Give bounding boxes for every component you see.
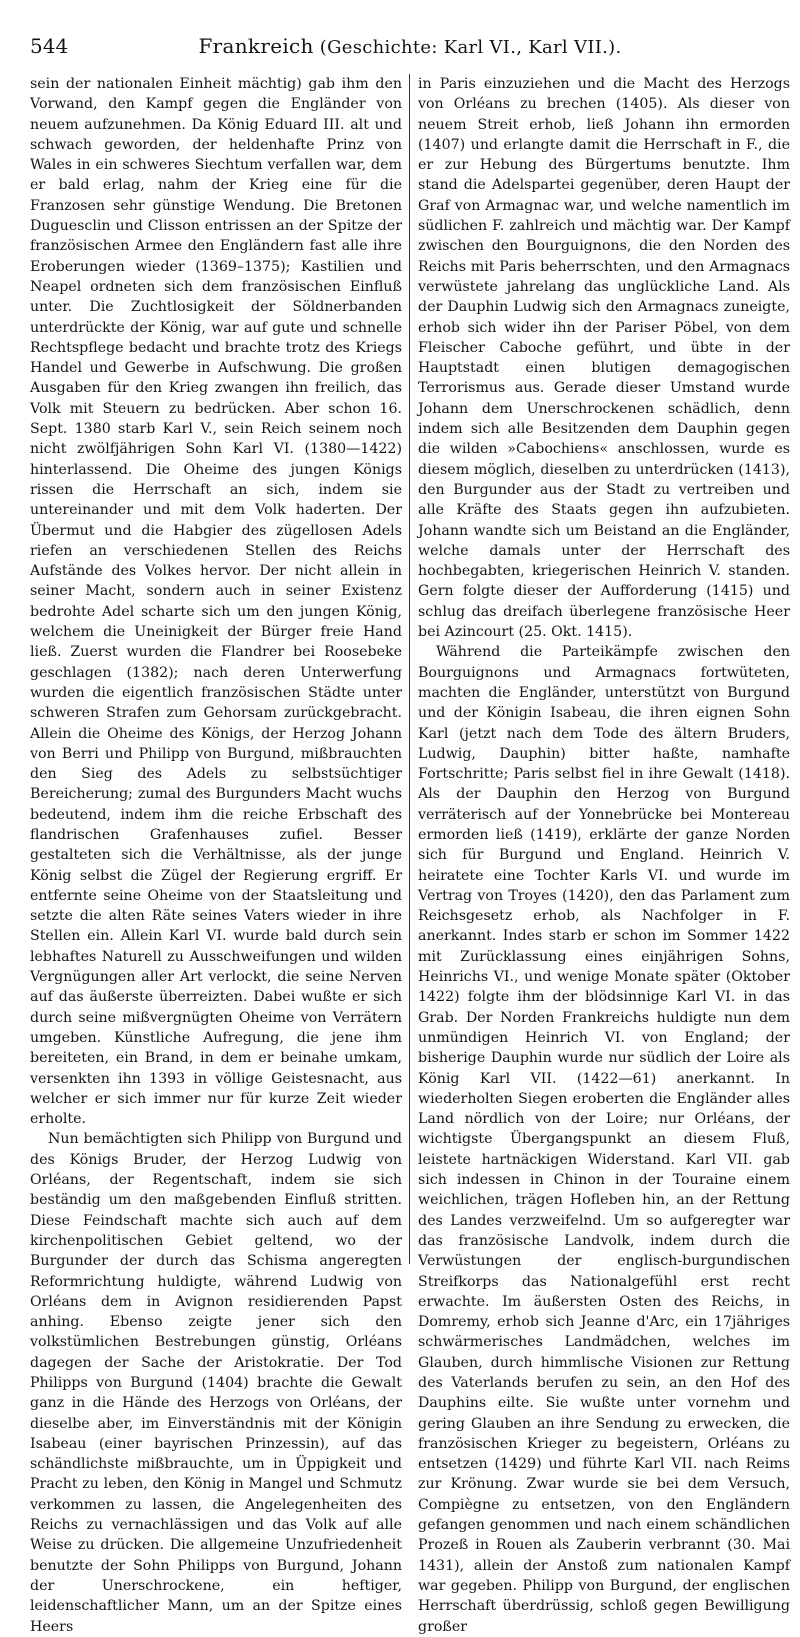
right-paragraph-1: in Paris einzuziehen und die Macht des Herzogs von Orléans zu brechen (1405). Als dieser von neuem Streit erhob, ließ Johann ihn ermorden (1407) und erlangte damit die Herrschaft in F., die er zur Hebung des Bürgertums benutzte. Ihm stand die Adelspartei gegenüber, deren Haupt der Graf von Armagnac war, und welche namentlich im südlichen F. zahlreich und mächtig war. Der Kampf zwischen den Bourguignons, die den Norden des Reichs mit Paris beherrschten, und den Armagnacs verwüstete jahrelang das unglückliche Land. Als der Dauphin Ludwig sich den Armagnacs zuneigte, erhob sich wider ihn der Pariser Pöbel, von dem Fleischer Caboche geführt, und übte in der Hauptstadt einen blutigen demagogischen Terrorismus aus. Gerade dieser Umstand wurde Johann dem Unerschrockenen schädlich, denn indem sich alle Besitzenden dem Dauphin gegen die wilden »Cabochiens« anschlossen, wurde es diesem möglich, dieselben zu unterdrücken (1413), den Burgunder aus der Stadt zu vertreiben und alle Kräfte des Staats gegen ihn aufzubieten. Johann wandte sich um Beistand an die Engländer, welche damals unter der Herrschaft des hochbegabten, kriegerischen Heinrich V. standen. Gern folgte dieser der Aufforderung (1415) und schlug das dreifach überlegene französische Heer bei Azincourt (25. Okt. 1415). [418,76,790,641]
left-paragraph-1: sein der nationalen Einheit mächtig) gab ihm den Vorwand, den Kampf gegen die Engländer von neuem aufzunehmen. Da König Eduard III. alt und schwach geworden, der heldenhafte Prinz von Wales in ein schweres Siechtum verfallen war, dem er bald erlag, nahm der Krieg eine für die Franzosen sehr günstige Wendung. Die Bretonen Duguesclin und Clisson entrissen an der Spitze der französischen Armee den Engländern fast alle ihre Eroberungen wieder (1369–1375); Kastilien und Neapel ordneten sich dem französischen Einfluß unter. Die Zuchtlosigkeit der Söldnerbanden unterdrückte der König, war auf gute und schnelle Rechtspflege bedacht und brachte trotz des Kriegs Handel und Gewerbe in Aufschwung. Die großen Ausgaben für den Krieg zwangen ihn freilich, das Volk mit Steuern zu bedrücken. Aber schon 16. Sept. 1380 starb Karl V., sein Reich seinem noch nicht zwölfjährigen Sohn Karl VI. (1380—1422) hinterlassend. Die Oheime des jungen Königs rissen die Herrschaft an sich, indem sie untereinander und mit dem Volk haderten. Der Übermut und die Habgier des zügellosen Adels riefen an verschiedenen Stellen des Reichs Aufstände des Volkes hervor. Der nicht allein in seiner Macht, sondern auch in seiner Existenz bedrohte Adel scharte sich um den jungen König, welchem die Uneinigkeit der Bürger freie Hand ließ. Zuerst wurden die Flandrer bei Roosebeke geschlagen (1382); nach deren Unterwerfung wurden die eigentlich französischen Städte unter schweren Strafen zum Gehorsam zurückgebracht. Allein die Oheime des Königs, der Herzog Johann von Berri und Philipp von Burgund, mißbrauchten den Sieg des Adels zu selbstsüchtiger Bereicherung; zumal des Burgunders Macht wuchs bedeutend, indem ihm die reiche Erbschaft des flandrischen Grafenhauses zufiel. Besser gestalteten sich die Verhältnisse, als der junge König selbst die Zügel der Regierung ergriff. Er entfernte seine Oheime von der Staatsleitung und setzte die alten Räte seines Vaters wieder in ihre Stellen ein. Allein Karl VI. wurde bald durch sein lebhaftes Naturell zu Ausschweifungen und wilden Vergnügungen aller Art verlockt, die seine Nerven auf das äußerste überreizten. Dabei wußte er sich durch seine mißvergnügten Oheime von Verrätern umgeben. Künstliche Aufregung, die jene ihm bereiteten, ein Brand, in dem er beinahe umkam, versenkten ihn 1393 in völlige Geistesnacht, aus welcher er sich immer nur für kurze Zeit wieder erholte. [30,76,402,1128]
right-paragraph-2: Während die Parteikämpfe zwischen den Bourguignons und Armagnacs fortwüteten, machten die Engländer, unterstützt von Burgund und der Königin Isabeau, die ihren eignen Sohn Karl (jetzt nach dem Tode des ältern Bruders, Ludwig, Dauphin) bitter haßte, namhafte Fortschritte; Paris selbst fiel in ihre Gewalt (1418). Als der Dauphin den Herzog von Burgund verräterisch auf der Yonnebrücke bei Montereau ermorden ließ (1419), erklärte der ganze Norden sich für Burgund und England. Heinrich V. heiratete eine Tochter Karls VI. und wurde im Vertrag von Troyes (1420), den das Parlament zum Reichsgesetz erhob, als Nachfolger in F. anerkannt. Indes starb er schon im Sommer 1422 mit Zurücklassung eines einjährigen Sohns, Heinrichs VI., und wenige Monate später (Oktober 1422) folgte ihm der blödsinnige Karl VI. in das Grab. Der Norden Frankreichs huldigte nun dem unmündigen Heinrich VI. von England; der bisherige Dauphin wurde nur südlich der Loire als König Karl VII. (1422—61) anerkannt. In wiederholten Siegen eroberten die Engländer alles Land nördlich von der Loire; nur Orléans, der wichtigste Übergangspunkt an diesem Fluß, leistete hartnäckigen Widerstand. Karl VII. gab sich indessen in Chinon in der Touraine einem weichlichen, trägen Hofleben hin, an der Rettung des Landes verzweifelnd. Um so aufgeregter war das französische Landvolk, indem durch die Verwüstungen der englisch-burgundischen Streifkorps das Nationalgefühl erst recht erwachte. Im äußersten Osten des Reichs, in Domremy, erhob sich Jeanne d'Arc, ein 17jähriges schwärmerisches Landmädchen, welches im Glauben, durch himmlische Visionen zur Rettung des Vaterlands berufen zu sein, an den Hof des Dauphins eilte. Sie wußte unter vornehm und gering Glauben an ihre Sendung zu erwecken, die französischen Krieger zu begeistern, Orléans zu entsetzen (1429) und führte Karl VII. nach Reims zur Krönung. Zwar wurde sie bei dem Versuch, Compiègne zu entsetzen, von den Engländern gefangen genommen und nach einem schändlichen Prozeß in Rouen als Zauberin verbrannt (30. Mai 1431), allein der Anstoß zum nationalen Kampf war gegeben. Philipp von Burgund, der englischen Herrschaft überdrüssig, schloß gegen Bewilligung großer [418,644,790,1635]
right-column [418,74,790,1635]
page-header [30,28,790,66]
running-title [30,34,790,58]
running-title-sub: (Geschichte: Karl VI., Karl VII.). [319,37,622,58]
text-columns [30,74,790,1635]
column-divider [409,74,410,1264]
running-title-main: Frankreich [198,34,314,58]
left-column [30,74,402,1635]
left-paragraph-2: Nun bemächtigten sich Philipp von Burgund und des Königs Bruder, der Herzog Ludwig von Orléans, der Regentschaft, indem sie sich beständig um den maßgebenden Einfluß stritten. Diese Feindschaft machte sich auch auf dem kirchenpolitischen Gebiet geltend, wo der Burgunder der durch das Schisma angeregten Reformrichtung huldigte, während Ludwig von Orléans dem in Avignon residierenden Papst anhing. Ebenso zeigte jener sich den volkstümlichen Bestrebungen günstig, Orléans dagegen der Sache der Aristokratie. Der Tod Philipps von Burgund (1404) brachte die Gewalt ganz in die Hände des Herzogs von Orléans, der dieselbe aber, im Einverständnis mit der Königin Isabeau (einer bayrischen Prinzessin), auf das schändlichste mißbrauchte, um in Üppigkeit und Pracht zu leben, den König in Mangel und Schmutz verkommen zu lassen, die Angelegenheiten des Reichs zu vernachlässigen und das Volk auf alle Weise zu drücken. Die allgemeine Unzufriedenheit benutzte der Sohn Philipps von Burgund, Johann der Unerschrockene, ein heftiger, leidenschaftlicher Mann, um an der Spitze eines Heers [30,1131,402,1635]
page-number: 544 [30,34,69,58]
